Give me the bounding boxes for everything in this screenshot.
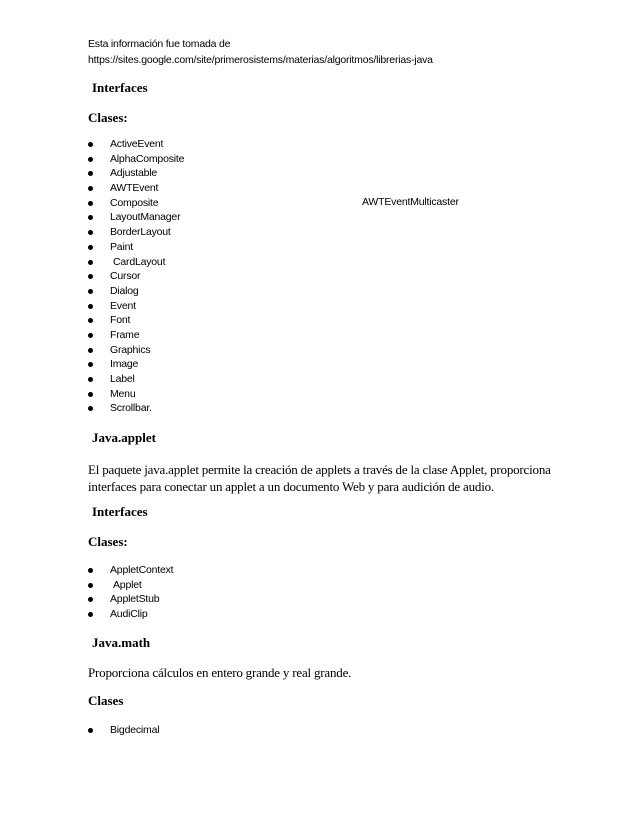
bullet-icon — [88, 318, 93, 323]
bullet-icon — [88, 362, 93, 367]
bullet-icon — [88, 260, 93, 265]
java-math-heading: Java.math — [92, 635, 151, 650]
bullet-icon — [88, 230, 93, 235]
bullet-icon — [88, 348, 93, 353]
bullet-icon — [88, 583, 93, 588]
bullet-icon — [88, 186, 93, 191]
bullet-icon — [88, 612, 93, 617]
java-applet-paragraph: El paquete java.applet permite la creación de applets a través de la clase Applet, proporciona interfaces para conectar un applet a un documento Web y para audición de audio. — [88, 462, 551, 494]
bullet-icon — [88, 201, 93, 206]
bullet-icon — [88, 171, 93, 176]
clases-heading: Clases: — [88, 110, 128, 125]
bullet-icon — [88, 568, 93, 573]
bullet-icon — [88, 304, 93, 309]
bullet-icon — [88, 289, 93, 294]
clases-heading-3: Clases — [88, 693, 124, 708]
document-page: Esta información fue tomada de https://sites.google.com/site/primerosistems/materias/algoritmos/librerias-java Interfaces Clases: ActiveEvent AlphaComposite Adjustable AWTEvent Composite LayoutManager BorderLayout Paint CardLayout Cursor Dialog Event Font Frame Graphics Image Label Menu Scrollbar. AWTEventMulticaster Java.applet El paquete java.applet permite la creación de applets a través de la clase Applet, proporciona interfaces para conectar un applet a un documento Web y para audición de audio. Interfaces Clases: AppletContext Applet AppletStub AudiClip Java.math Proporciona cálculos en entero grande y real grande. Clases Bigdecimal — [0, 0, 638, 826]
bullet-icon — [88, 142, 93, 147]
source-line: Esta información fue tomada de — [88, 38, 231, 50]
clases-heading-2: Clases: — [88, 534, 128, 549]
java-applet-heading: Java.applet — [92, 430, 156, 445]
bullet-icon — [88, 392, 93, 397]
source-url[interactable]: https://sites.google.com/site/primerosistems/materias/algoritmos/librerias-java — [88, 54, 433, 66]
bullet-icon — [88, 274, 93, 279]
interfaces-heading: Interfaces — [92, 80, 148, 95]
bullet-icon — [88, 728, 93, 733]
bullet-icon — [88, 245, 93, 250]
bullet-icon — [88, 215, 93, 220]
bullet-icon — [88, 406, 93, 411]
side-item: AWTEventMulticaster — [362, 196, 459, 208]
interfaces-heading-2: Interfaces — [92, 504, 148, 519]
java-math-paragraph: Proporciona cálculos en entero grande y real grande. — [88, 665, 352, 680]
bullet-icon — [88, 333, 93, 338]
bullet-icon — [88, 597, 93, 602]
bullet-icon — [88, 377, 93, 382]
bullet-icon — [88, 157, 93, 162]
